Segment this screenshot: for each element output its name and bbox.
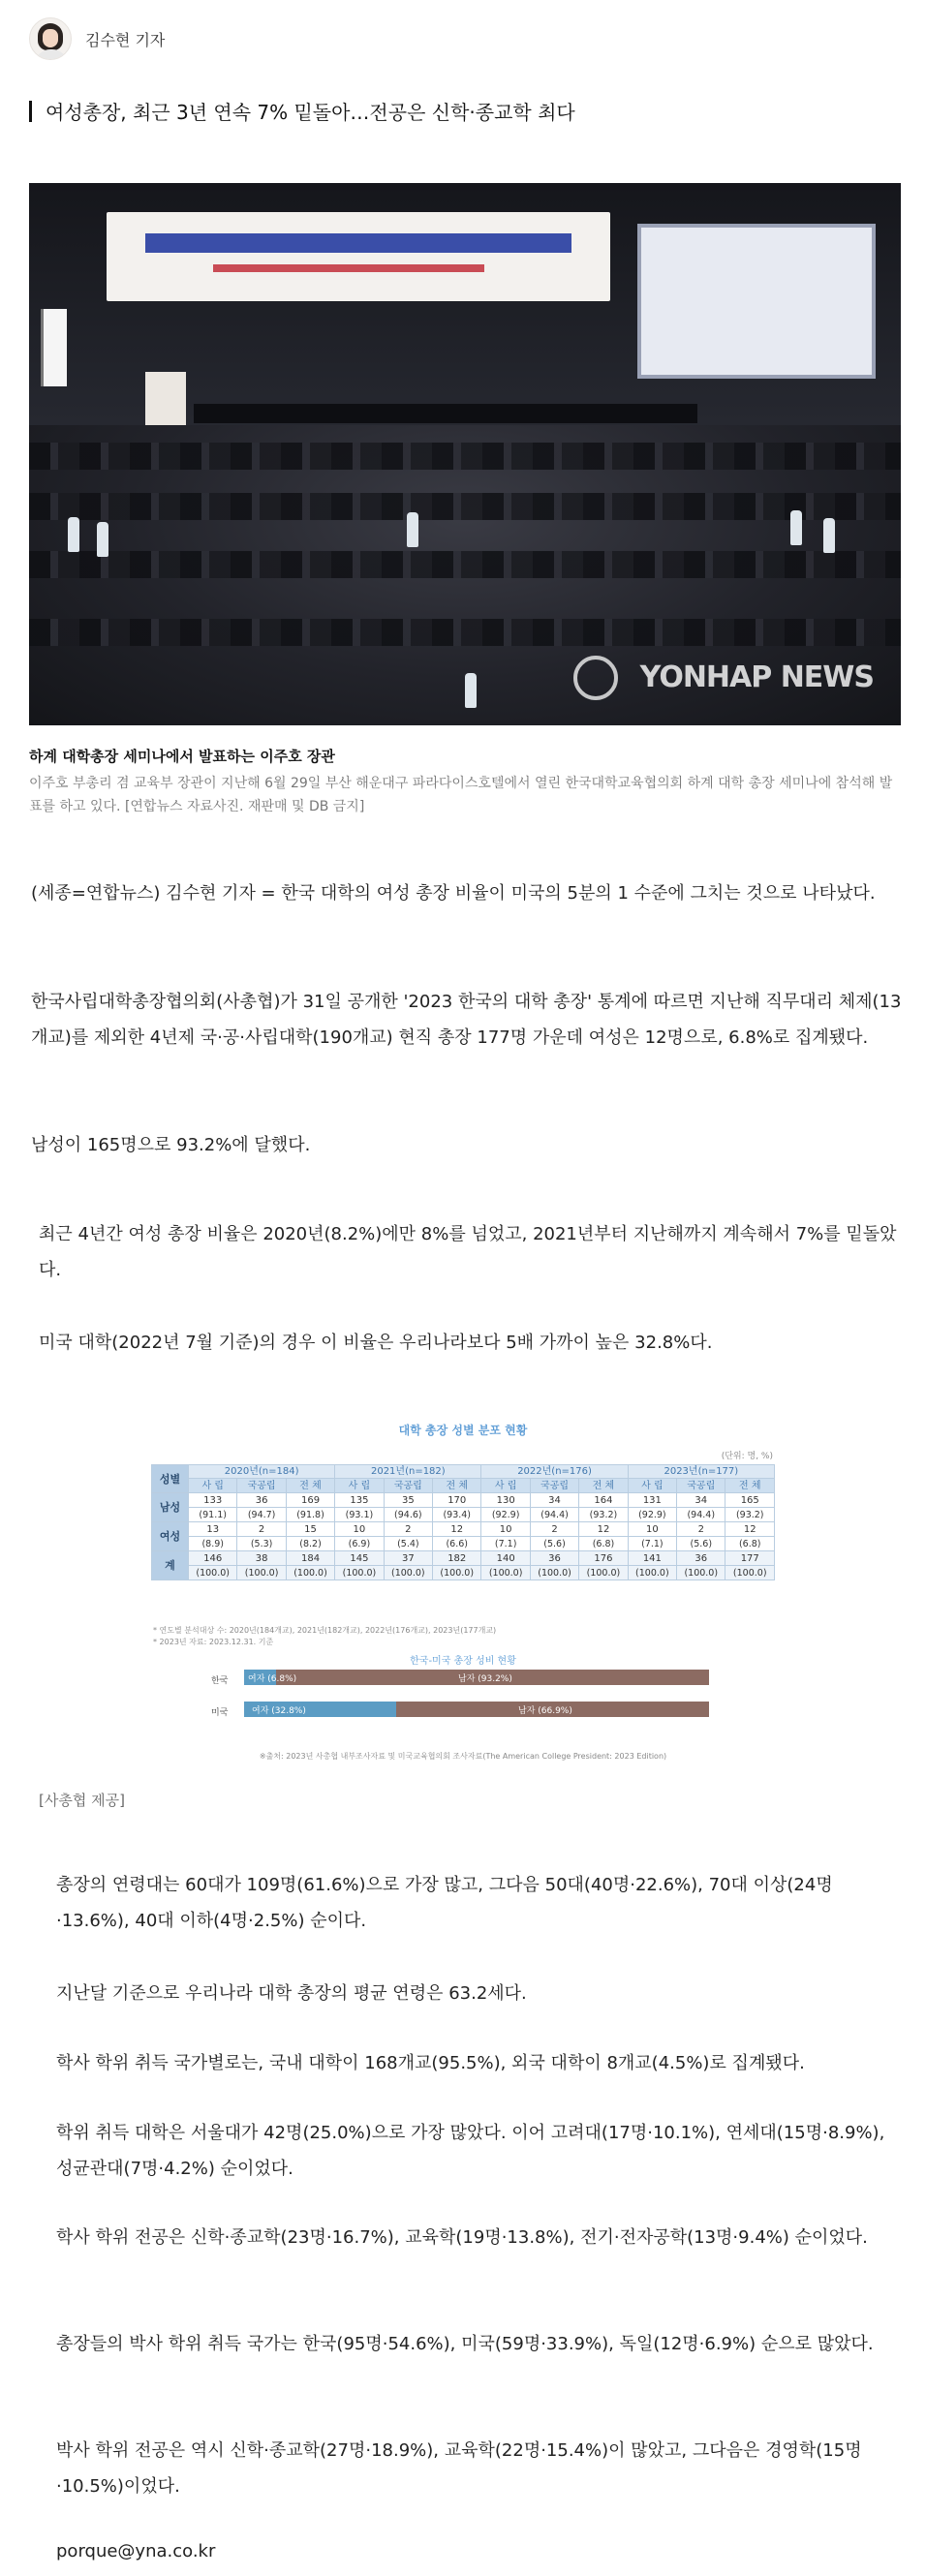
photo-head-table (194, 404, 697, 423)
gender-distribution-table (151, 1464, 775, 1580)
table-cell-percent: (94.7) (237, 1508, 286, 1522)
paragraph: 미국 대학(2022년 7월 기준)의 경우 이 비율은 우리나라보다 5배 가까이 높은 32.8%다. (39, 1333, 713, 1353)
table-cell-count: 12 (579, 1522, 628, 1537)
sub-header: 국공립 (677, 1479, 725, 1493)
table-cell-count: 146 (189, 1551, 237, 1566)
sub-header: 국공립 (237, 1479, 286, 1493)
table-cell-count: 140 (481, 1551, 530, 1566)
sub-header: 국공립 (384, 1479, 432, 1493)
table-cell-percent: (100.0) (286, 1566, 334, 1580)
infographic[interactable] (147, 1414, 779, 1770)
table-cell-count: 12 (725, 1522, 775, 1537)
reporter-name[interactable]: 김수현 기자 (85, 30, 166, 49)
table-cell-percent: (100.0) (677, 1566, 725, 1580)
year-header: 2022년(n=176) (481, 1465, 628, 1479)
table-cell-count: 34 (530, 1493, 578, 1508)
table-cell-count: 2 (237, 1522, 286, 1537)
table-cell-count: 13 (189, 1522, 237, 1537)
table-cell-count: 10 (335, 1522, 384, 1537)
table-cell-count: 2 (677, 1522, 725, 1537)
reporter-email[interactable]: porque@yna.co.kr (56, 2541, 216, 2561)
table-cell-count: 36 (530, 1551, 578, 1566)
row-label: 계 (152, 1551, 189, 1580)
comparison-bar-korea (244, 1670, 709, 1685)
table-cell-count: 176 (579, 1551, 628, 1566)
female-label: 여자 (6.8%) (248, 1674, 297, 1684)
table-cell-percent: (7.1) (481, 1537, 530, 1551)
table-cell-count: 170 (433, 1493, 481, 1508)
photo-caption-body: 이주호 부총리 겸 교육부 장관이 지난해 6월 29일 부산 해운대구 파라다이스호텔에서 열린 한국대학교육협의회 하계 대학 총장 세미나에 참석해 발표를 하고 있다. [연합뉴스 자료사진. 재판매 및 DB 금지] (29, 776, 893, 814)
photo-presentation-screen (637, 224, 876, 379)
comparison-bar-usa (244, 1702, 709, 1717)
table-cell-count: 34 (677, 1493, 725, 1508)
yonhap-logo-icon (573, 656, 618, 700)
table-cell-percent: (93.4) (433, 1508, 481, 1522)
table-cell-percent: (7.1) (628, 1537, 676, 1551)
table-cell-percent: (92.9) (481, 1508, 530, 1522)
table-cell-count: 184 (286, 1551, 334, 1566)
table-cell-count: 10 (481, 1522, 530, 1537)
sub-header: 사 립 (481, 1479, 530, 1493)
year-header: 2023년(n=177) (628, 1465, 774, 1479)
table-cell-count: 10 (628, 1522, 676, 1537)
table-cell-percent: (6.6) (433, 1537, 481, 1551)
table-cell-count: 130 (481, 1493, 530, 1508)
table-cell-count: 12 (433, 1522, 481, 1537)
reporter-avatar[interactable] (29, 17, 72, 60)
table-cell-percent: (5.3) (237, 1537, 286, 1551)
table-cell-percent: (6.8) (725, 1537, 775, 1551)
image-credit: [사총협 제공] (39, 1792, 125, 1809)
table-cell-count: 133 (189, 1493, 237, 1508)
table-cell-count: 36 (237, 1493, 286, 1508)
sub-header: 사 립 (335, 1479, 384, 1493)
article-photo[interactable] (29, 183, 901, 725)
table-cell-percent: (100.0) (433, 1566, 481, 1580)
photo-watermark: YONHAP NEWS (639, 660, 874, 694)
table-cell-percent: (100.0) (189, 1566, 237, 1580)
paragraph: (세종=연합뉴스) 김수현 기자 = 한국 대학의 여성 총장 비율이 미국의 5분의 1 수준에 그치는 것으로 나타났다. (31, 883, 876, 904)
table-cell-percent: (6.8) (579, 1537, 628, 1551)
male-label: 남자 (66.9%) (518, 1706, 572, 1716)
table-cell-count: 15 (286, 1522, 334, 1537)
year-header: 2021년(n=182) (335, 1465, 481, 1479)
table-cell-count: 177 (725, 1551, 775, 1566)
table-cell-count: 37 (384, 1551, 432, 1566)
paragraph: 박사 학위 전공은 역시 신학·종교학(27명·18.9%), 교육학(22명·15.4%)이 많았고, 그다음은 경영학(15명·10.5%)이었다. (56, 2440, 862, 2497)
table-cell-percent: (100.0) (725, 1566, 775, 1580)
sub-header: 전 체 (433, 1479, 481, 1493)
table-cell-percent: (93.2) (579, 1508, 628, 1522)
table-cell-percent: (100.0) (579, 1566, 628, 1580)
table-cell-count: 164 (579, 1493, 628, 1508)
comparison-country: 미국 (211, 1708, 229, 1718)
paragraph: 한국사립대학총장협의회(사총협)가 31일 공개한 '2023 한국의 대학 총장' 통계에 따르면 지난해 직무대리 체제(13개교)를 제외한 4년제 국·공·사립대학(190개교) 현직 총장 177명 가운데 여성은 12명으로, 6.8%로 집계됐다. (31, 992, 902, 1048)
sub-header: 전 체 (725, 1479, 775, 1493)
table-cell-percent: (92.9) (628, 1508, 676, 1522)
table-cell-count: 2 (384, 1522, 432, 1537)
headline-text: 여성총장, 최근 3년 연속 7% 밑돌아…전공은 신학·종교학 최다 (46, 101, 575, 124)
paragraph: 학사 학위 취득 국가별로는, 국내 대학이 168개교(95.5%), 외국 대학이 8개교(4.5%)로 집계됐다. (56, 2053, 805, 2073)
table-cell-count: 38 (237, 1551, 286, 1566)
table-note: * 2023년 자료: 2023.12.31. 기준 (153, 1638, 274, 1646)
table-cell-percent: (93.1) (335, 1508, 384, 1522)
sub-header: 사 립 (189, 1479, 237, 1493)
table-corner: 성별 (152, 1465, 189, 1493)
photo-flag (41, 309, 67, 386)
table-cell-percent: (100.0) (237, 1566, 286, 1580)
table-cell-percent: (8.2) (286, 1537, 334, 1551)
paragraph: 학사 학위 전공은 신학·종교학(23명·16.7%), 교육학(19명·13.8%), 전기·전자공학(13명·9.4%) 순이었다. (56, 2227, 868, 2248)
table-cell-count: 135 (335, 1493, 384, 1508)
paragraph: 총장들의 박사 학위 취득 국가는 한국(95명·54.6%), 미국(59명·33.9%), 독일(12명·6.9%) 순으로 많았다. (56, 2334, 874, 2354)
paragraph: 지난달 기준으로 우리나라 대학 총장의 평균 연령은 63.2세다. (56, 1983, 527, 2004)
paragraph: 학위 취득 대학은 서울대가 42명(25.0%)으로 가장 많았다. 이어 고려대(17명·10.1%), 연세대(15명·8.9%), 성균관대(7명·4.2%) 순이었다. (56, 2123, 885, 2179)
table-cell-percent: (91.1) (189, 1508, 237, 1522)
table-cell-percent: (100.0) (384, 1566, 432, 1580)
sub-header: 전 체 (286, 1479, 334, 1493)
table-cell-percent: (94.4) (530, 1508, 578, 1522)
photo-banner (107, 212, 610, 301)
table-cell-percent: (94.6) (384, 1508, 432, 1522)
year-header: 2020년(n=184) (189, 1465, 335, 1479)
table-cell-percent: (6.9) (335, 1537, 384, 1551)
table-cell-count: 145 (335, 1551, 384, 1566)
table-cell-percent: (100.0) (481, 1566, 530, 1580)
row-label: 여성 (152, 1522, 189, 1551)
table-cell-percent: (8.9) (189, 1537, 237, 1551)
row-label: 남성 (152, 1493, 189, 1522)
table-notes (153, 1625, 496, 1648)
table-cell-percent: (100.0) (335, 1566, 384, 1580)
infographic-unit: (단위: 명, %) (721, 1452, 773, 1461)
female-label: 여자 (32.8%) (252, 1706, 306, 1716)
paragraph: 최근 4년간 여성 총장 비율은 2020년(8.2%)에만 8%를 넘었고, 2021년부터 지난해까지 계속해서 7%를 밑돌았다. (39, 1224, 897, 1280)
table-cell-count: 141 (628, 1551, 676, 1566)
paragraph: 남성이 165명으로 93.2%에 달했다. (31, 1135, 311, 1155)
infographic-source: ※출처: 2023년 사총협 내부조사자료 및 미국교육협의회 조사자료(The American College President: 2023 Edition) (259, 1752, 667, 1761)
sub-header: 국공립 (530, 1479, 578, 1493)
table-cell-count: 165 (725, 1493, 775, 1508)
male-label: 남자 (93.2%) (458, 1674, 512, 1684)
table-cell-count: 182 (433, 1551, 481, 1566)
table-cell-count: 2 (530, 1522, 578, 1537)
byline (29, 17, 165, 60)
table-cell-percent: (5.6) (530, 1537, 578, 1551)
sub-header: 전 체 (579, 1479, 628, 1493)
table-cell-count: 35 (384, 1493, 432, 1508)
paragraph: 총장의 연령대는 60대가 109명(61.6%)으로 가장 많고, 그다음 50대(40명·22.6%), 70대 이상(24명·13.6%), 40대 이하(4명·2.5%) 순이다. (56, 1875, 833, 1931)
table-note: * 연도별 분석대상 수: 2020년(184개교), 2021년(182개교), 2022년(176개교), 2023년(177개교) (153, 1626, 497, 1635)
comparison-title: 한국-미국 총장 성비 현황 (410, 1656, 516, 1667)
table-cell-count: 169 (286, 1493, 334, 1508)
table-cell-percent: (5.4) (384, 1537, 432, 1551)
table-cell-percent: (5.6) (677, 1537, 725, 1551)
table-cell-percent: (91.8) (286, 1508, 334, 1522)
table-cell-percent: (94.4) (677, 1508, 725, 1522)
table-cell-count: 131 (628, 1493, 676, 1508)
table-cell-percent: (100.0) (530, 1566, 578, 1580)
photo-caption-title: 하계 대학총장 세미나에서 발표하는 이주호 장관 (29, 748, 335, 765)
table-cell-count: 36 (677, 1551, 725, 1566)
table-cell-percent: (100.0) (628, 1566, 676, 1580)
comparison-country: 한국 (211, 1676, 229, 1686)
infographic-title: 대학 총장 성별 분포 현황 (398, 1424, 528, 1437)
table-cell-percent: (93.2) (725, 1508, 775, 1522)
article-headline (29, 97, 575, 125)
headline-bar (29, 101, 32, 122)
sub-header: 사 립 (628, 1479, 676, 1493)
